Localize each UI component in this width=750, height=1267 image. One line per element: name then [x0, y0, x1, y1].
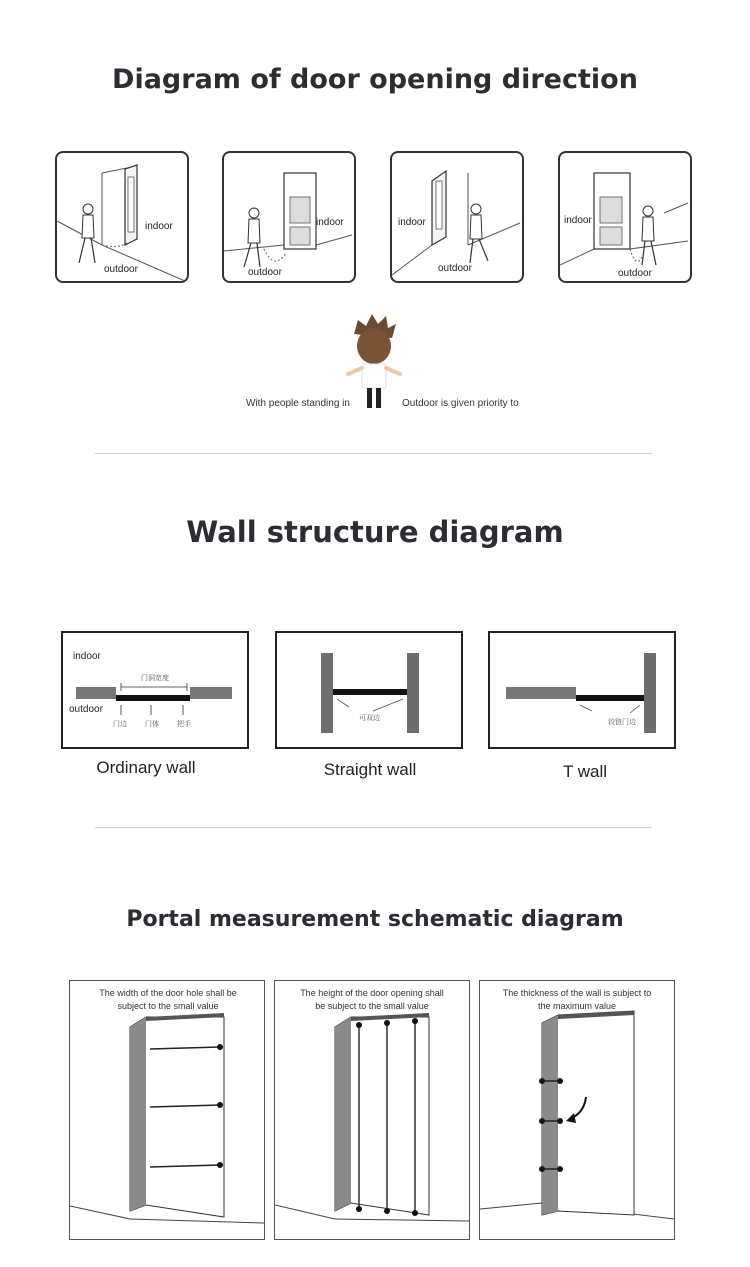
handle-label: 把手: [177, 720, 191, 728]
width-measure-caption: The width of the door hole shall be subject to the small value: [99, 988, 237, 1011]
door-body-label: 门体: [145, 720, 159, 728]
ordinary-indoor-label: indoor: [73, 651, 101, 662]
ordinary-wall-caption: Ordinary wall: [96, 758, 196, 777]
indoor-label: indoor: [564, 215, 592, 226]
thickness-measure-illustration: [480, 981, 674, 1239]
note-standing: With people standing in: [246, 398, 350, 409]
height-measure-caption: The height of the door opening shall be subject to the small value: [300, 988, 444, 1011]
door-panel-3: [390, 151, 524, 283]
height-measure-illustration: [275, 981, 469, 1239]
door-panel-1: [55, 151, 189, 283]
indoor-label: indoor: [316, 217, 344, 228]
ordinary-outdoor-label: outdoor: [69, 704, 103, 715]
width-measure-panel: [69, 980, 265, 1240]
note-outdoor-priority: Outdoor is given priority to: [402, 398, 519, 409]
indoor-label: indoor: [398, 217, 426, 228]
door-panel-4: [558, 151, 692, 283]
door-width-label: 门洞宽度: [141, 674, 169, 682]
height-measure-panel: [274, 980, 470, 1240]
divider-2: [95, 827, 652, 828]
door-illustration-1: [57, 153, 187, 281]
door-direction-title: Diagram of door opening direction: [112, 64, 638, 95]
cartoon-person-illustration: [340, 312, 410, 412]
outdoor-label: outdoor: [438, 263, 472, 274]
straight-wall-tag: 可双边: [359, 714, 380, 722]
door-panel-2: [222, 151, 356, 283]
ordinary-wall-box: [61, 631, 249, 749]
wall-structure-title: Wall structure diagram: [186, 515, 564, 549]
straight-wall-caption: Straight wall: [323, 760, 417, 779]
thickness-measure-panel: [479, 980, 675, 1240]
indoor-label: indoor: [145, 221, 173, 232]
straight-wall-illustration: [277, 633, 461, 747]
t-wall-tag: 铰链门边: [608, 718, 636, 726]
door-edge-label: 门边: [113, 720, 127, 728]
outdoor-label: outdoor: [104, 264, 138, 275]
outdoor-label: outdoor: [248, 267, 282, 278]
divider-1: [95, 453, 652, 454]
outdoor-label: outdoor: [618, 268, 652, 279]
width-measure-illustration: [70, 981, 264, 1239]
t-wall-caption: T wall: [562, 762, 608, 781]
portal-measurement-title: Portal measurement schematic diagram: [126, 907, 624, 932]
thickness-measure-caption: The thickness of the wall is subject to the maximum value: [502, 988, 652, 1011]
straight-wall-box: [275, 631, 463, 749]
t-wall-illustration: [490, 633, 674, 747]
t-wall-box: [488, 631, 676, 749]
